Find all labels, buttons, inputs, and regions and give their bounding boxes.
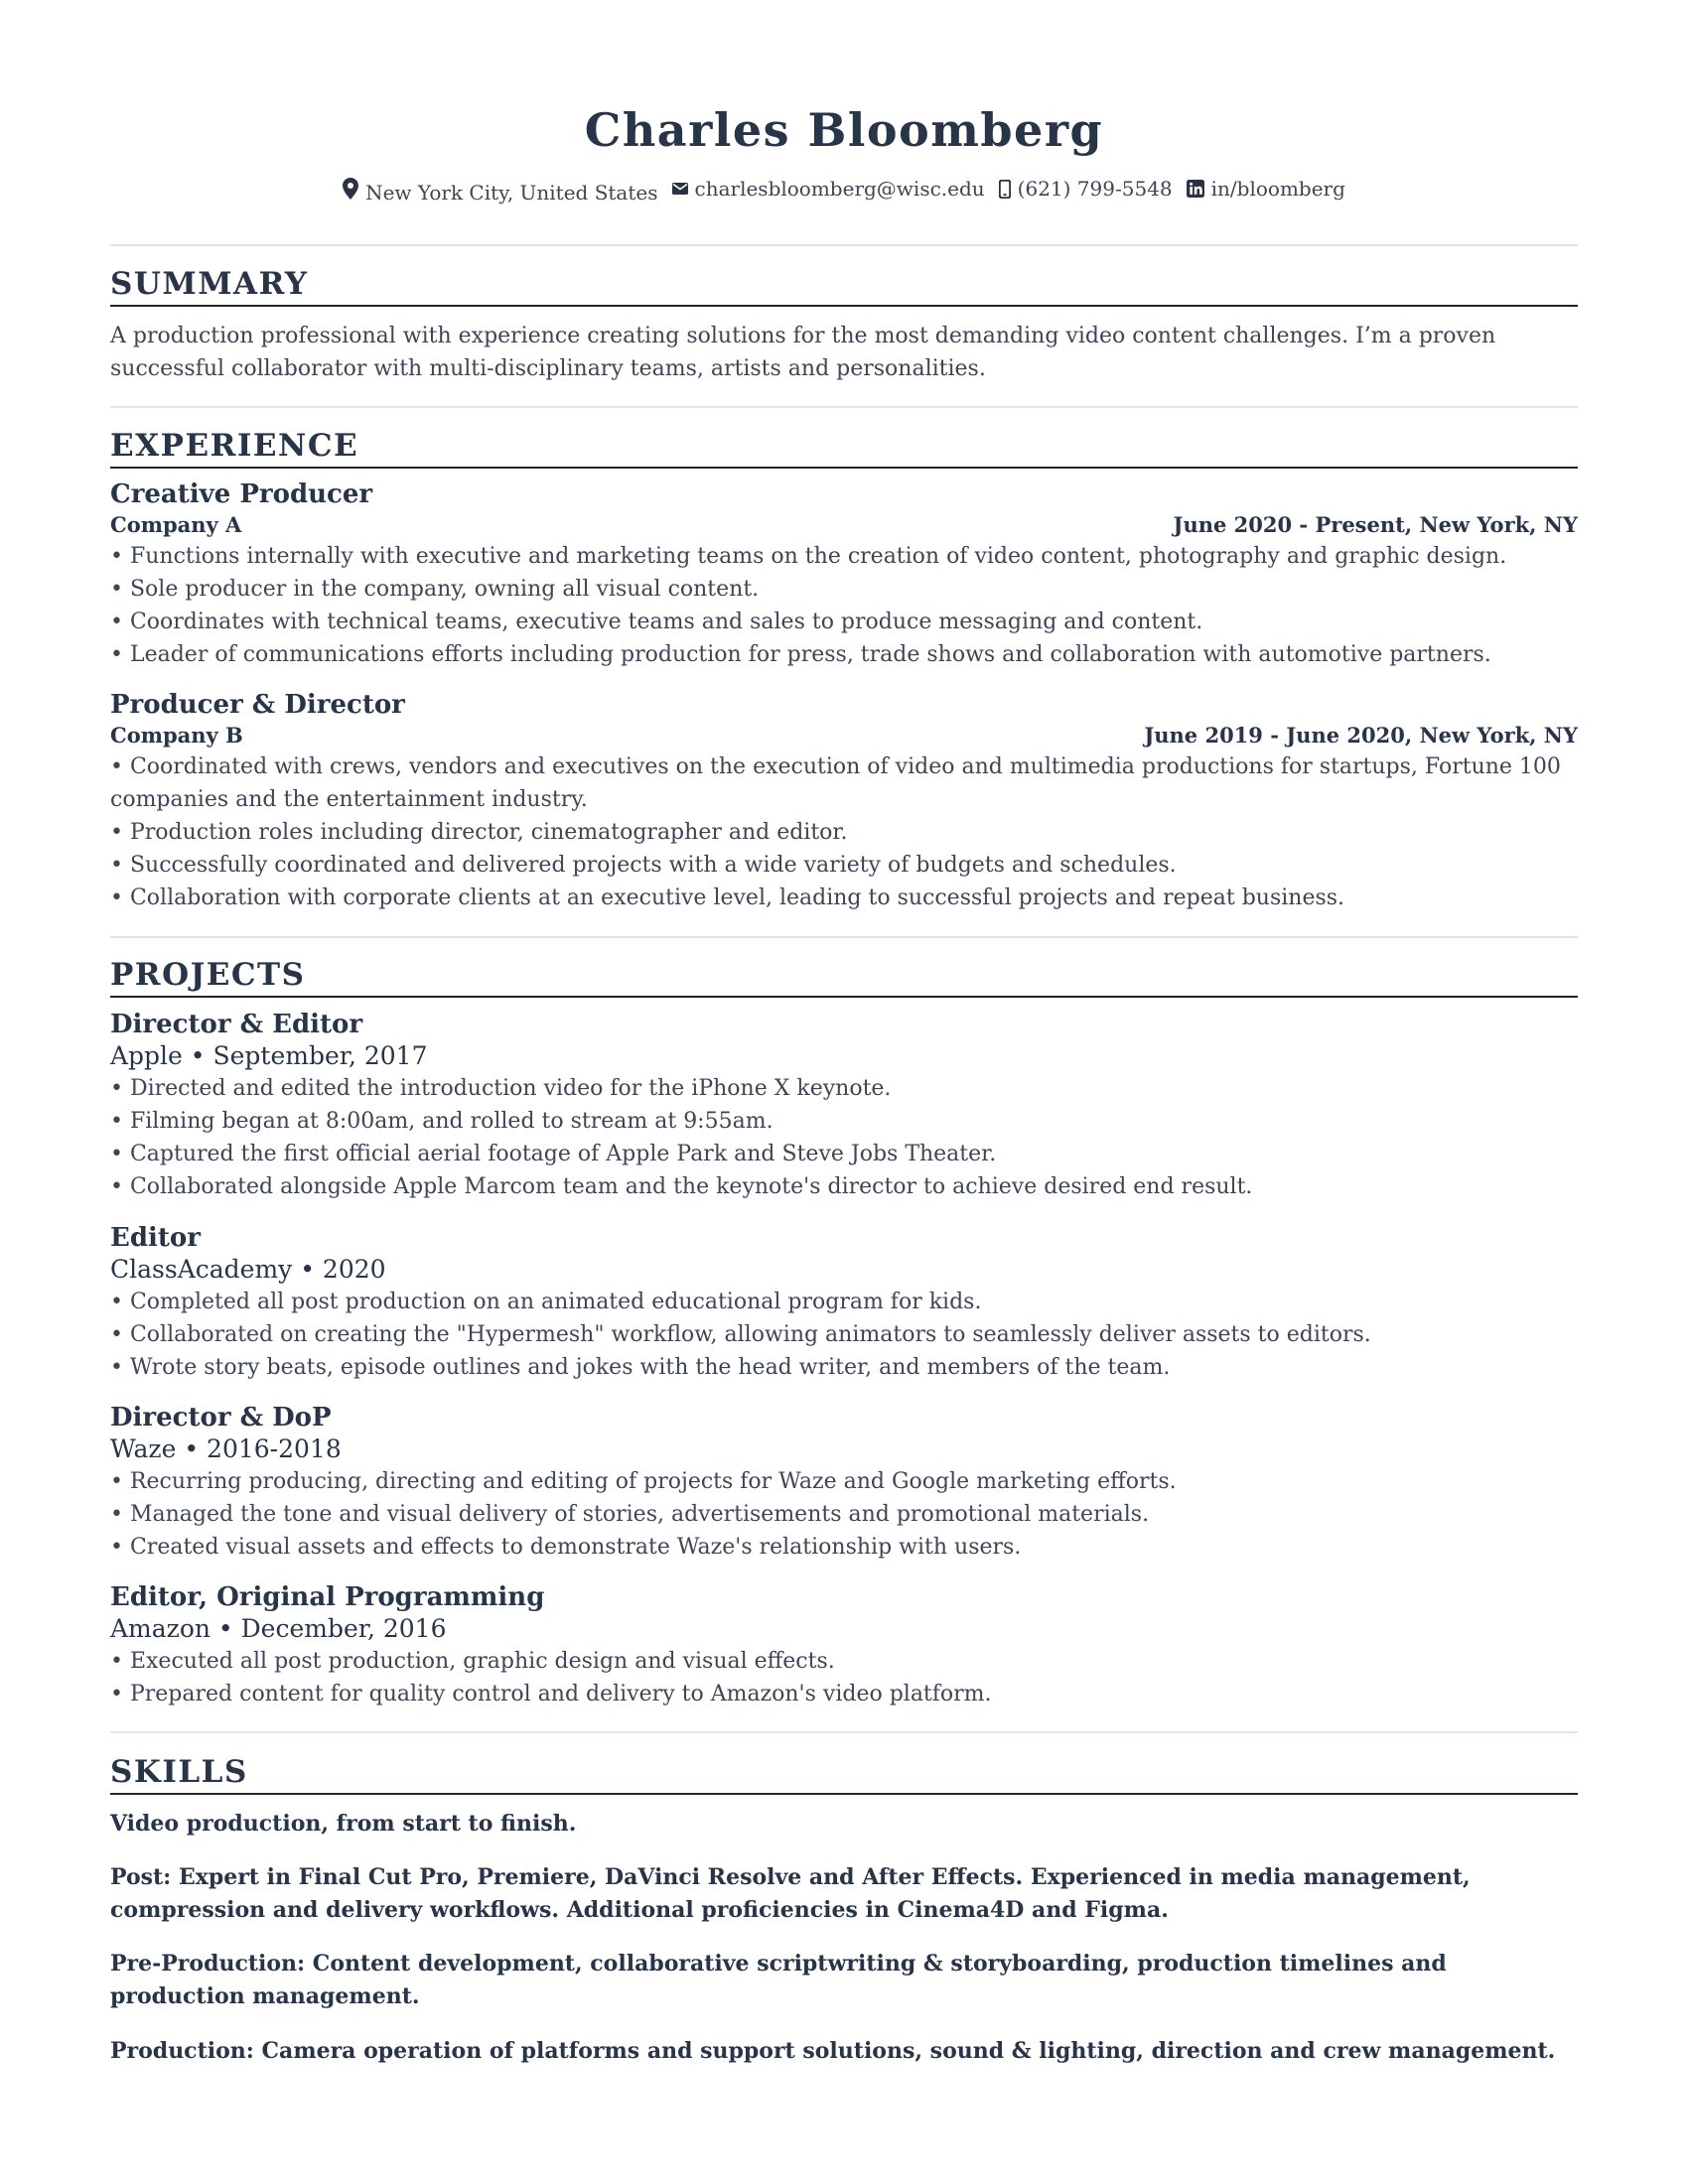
divider: [110, 936, 1578, 938]
email-text[interactable]: charlesbloomberg@wisc.edu: [694, 177, 985, 201]
bullet-item: • Collaboration with corporate clients at an executive level, leading to successful projects and repeat business.: [110, 886, 1345, 910]
bullet-item: • Collaborated on creating the "Hypermesh" workflow, allowing animators to seamlessly deliver assets to editors.: [110, 1322, 1371, 1347]
skill-item: Post: Expert in Final Cut Pro, Premiere, DaVinci Resolve and After Effects. Experienced in media management, compression and delivery workflows. Additional proficiencies in Cinema4D and Figma.: [110, 1864, 1471, 1923]
divider: [110, 244, 1578, 246]
company-name: Company B: [110, 723, 243, 748]
candidate-name: Charles Bloomberg: [584, 103, 1104, 157]
bullet-item: • Successfully coordinated and delivered projects with a wide variety of budgets and schedules.: [110, 853, 1177, 878]
skill-item: Production: Camera operation of platforms and support solutions, sound & lighting, direction and crew management.: [110, 2038, 1556, 2064]
job-title: Creative Producer: [110, 479, 373, 509]
location-text: New York City, United States: [365, 181, 658, 205]
mobile-phone-icon: [999, 180, 1011, 199]
bullet-item: • Executed all post production, graphic design and visual effects.: [110, 1649, 835, 1674]
project-role: Director & Editor: [110, 1010, 363, 1039]
project-role: Director & DoP: [110, 1403, 332, 1433]
linkedin-icon: [1187, 180, 1204, 198]
job-dates-location: June 2019 - June 2020, New York, NY: [1144, 723, 1578, 748]
contact-linkedin[interactable]: [1187, 177, 1345, 201]
divider: [110, 1731, 1578, 1733]
summary-heading: SUMMARY: [110, 265, 1578, 307]
project-role: Editor, Original Programming: [110, 1582, 545, 1612]
contact-location: [343, 177, 658, 205]
bullet-item: • Coordinated with crews, vendors and executives on the execution of video and multimedia productions for startups, Fortune 100 companies and the entertainment industry.: [110, 754, 1561, 812]
job-meta-row: [110, 510, 1578, 540]
experience-heading: EXPERIENCE: [110, 427, 1578, 469]
summary-text: A production professional with experience creating solutions for the most demanding video content challenges. I’m a proven successful collaborator with multi-disciplinary teams, artists and personalities.: [110, 324, 1496, 381]
contact-bar: [110, 177, 1578, 205]
company-name: Company A: [110, 512, 242, 537]
project-item: [110, 1222, 1578, 1384]
bullet-item: • Created visual assets and effects to demonstrate Waze's relationship with users.: [110, 1535, 1022, 1560]
skill-item: Pre-Production: Content development, collaborative scriptwriting & storyboarding, production timelines and production management.: [110, 1951, 1447, 2009]
bullet-item: • Completed all post production on an animated educational program for kids.: [110, 1290, 982, 1314]
skills-heading: SKILLS: [110, 1753, 1578, 1795]
envelope-icon: [672, 183, 688, 195]
project-client-date: Waze • 2016-2018: [110, 1434, 342, 1463]
job-title: Producer & Director: [110, 690, 405, 720]
linkedin-text[interactable]: in/bloomberg: [1210, 177, 1345, 201]
project-client-date: ClassAcademy • 2020: [110, 1255, 386, 1284]
bullet-item: • Recurring producing, directing and editing of projects for Waze and Google marketing efforts.: [110, 1469, 1177, 1494]
project-role: Editor: [110, 1223, 201, 1253]
bullet-item: • Wrote story beats, episode outlines and jokes with the head writer, and members of the team.: [110, 1355, 1171, 1380]
projects-heading: PROJECTS: [110, 956, 1578, 998]
divider: [110, 406, 1578, 408]
project-client-date: Amazon • December, 2016: [110, 1614, 447, 1643]
bullet-item: • Functions internally with executive and marketing teams on the creation of video content, photography and graphic design.: [110, 544, 1507, 569]
bullet-item: • Managed the tone and visual delivery of stories, advertisements and promotional materials.: [110, 1502, 1150, 1527]
bullet-item: • Filming began at 8:00am, and rolled to stream at 9:55am.: [110, 1109, 774, 1134]
bullet-item: • Coordinates with technical teams, executive teams and sales to produce messaging and content.: [110, 610, 1203, 634]
bullet-item: • Directed and edited the introduction video for the iPhone X keynote.: [110, 1076, 892, 1101]
bullet-item: • Production roles including director, cinematographer and editor.: [110, 820, 848, 845]
bullet-item: • Collaborated alongside Apple Marcom team and the keynote's director to achieve desired end result.: [110, 1174, 1253, 1199]
project-client-date: Apple • September, 2017: [110, 1041, 428, 1070]
project-item: [110, 1581, 1578, 1710]
bullet-item: • Leader of communications efforts including production for press, trade shows and collaboration with automotive partners.: [110, 642, 1491, 667]
job-dates-location: June 2020 - Present, New York, NY: [1173, 512, 1578, 537]
bullet-item: • Captured the first official aerial footage of Apple Park and Steve Jobs Theater.: [110, 1142, 997, 1166]
project-item: [110, 1009, 1578, 1203]
project-item: [110, 1402, 1578, 1564]
contact-email[interactable]: [672, 177, 985, 201]
experience-item: [110, 478, 1578, 671]
job-meta-row: [110, 721, 1578, 751]
experience-item: [110, 689, 1578, 914]
map-pin-icon: [343, 178, 358, 200]
bullet-item: • Sole producer in the company, owning all visual content.: [110, 577, 760, 602]
skill-item: Video production, from start to finish.: [110, 1811, 577, 1837]
contact-phone[interactable]: [999, 177, 1173, 201]
bullet-item: • Prepared content for quality control and delivery to Amazon's video platform.: [110, 1682, 992, 1706]
phone-text[interactable]: (621) 799-5548: [1017, 177, 1173, 201]
